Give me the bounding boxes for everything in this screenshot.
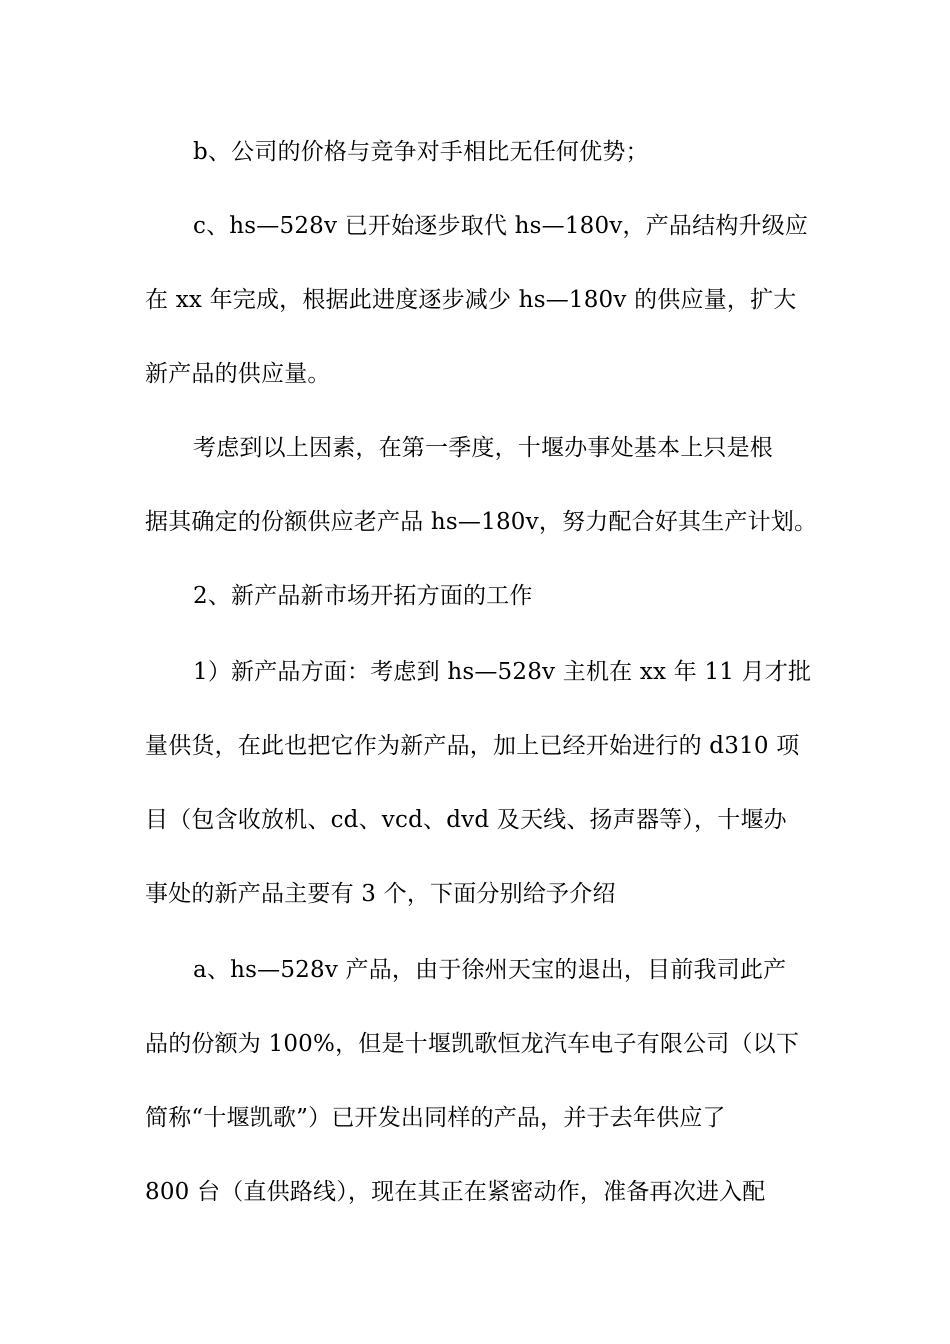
- paragraph-line: 考虑到以上因素，在第一季度，十堰办事处基本上只是根: [193, 435, 773, 461]
- paragraph-line: 800 台（直供路线），现在其正在紧密动作，准备再次进入配: [145, 1179, 766, 1205]
- paragraph-line: 1）新产品方面：考虑到 hs—528v 主机在 xx 年 11 月才批: [193, 659, 812, 685]
- paragraph-line: 简称“十堰凯歌”）已开发出同样的产品，并于去年供应了: [145, 1105, 726, 1131]
- paragraph-line: c、hs—528v 已开始逐步取代 hs—180v，产品结构升级应: [193, 213, 809, 239]
- paragraph-line: b、公司的价格与竞争对手相比无任何优势；: [193, 139, 649, 165]
- paragraph-line: 量供货，在此也把它作为新产品，加上已经开始进行的 d310 项: [145, 733, 800, 759]
- paragraph-line: 在 xx 年完成，根据此进度逐步减少 hs—180v 的供应量，扩大: [145, 287, 797, 313]
- paragraph-line: a、hs—528v 产品，由于徐州天宝的退出，目前我司此产: [193, 957, 787, 983]
- paragraph-line: 据其确定的份额供应老产品 hs—180v，努力配合好其生产计划。: [145, 509, 818, 535]
- paragraph-line: 品的份额为 100%，但是十堰凯歌恒龙汽车电子有限公司（以下: [145, 1031, 800, 1057]
- paragraph-line: 目（包含收放机、cd、vcd、dvd 及天线、扬声器等），十堰办: [145, 807, 787, 833]
- section-heading: 2、新产品新市场开拓方面的工作: [193, 583, 533, 609]
- paragraph-line: 新产品的供应量。: [145, 361, 331, 387]
- paragraph-line: 事处的新产品主要有 3 个，下面分别给予介绍: [145, 881, 616, 907]
